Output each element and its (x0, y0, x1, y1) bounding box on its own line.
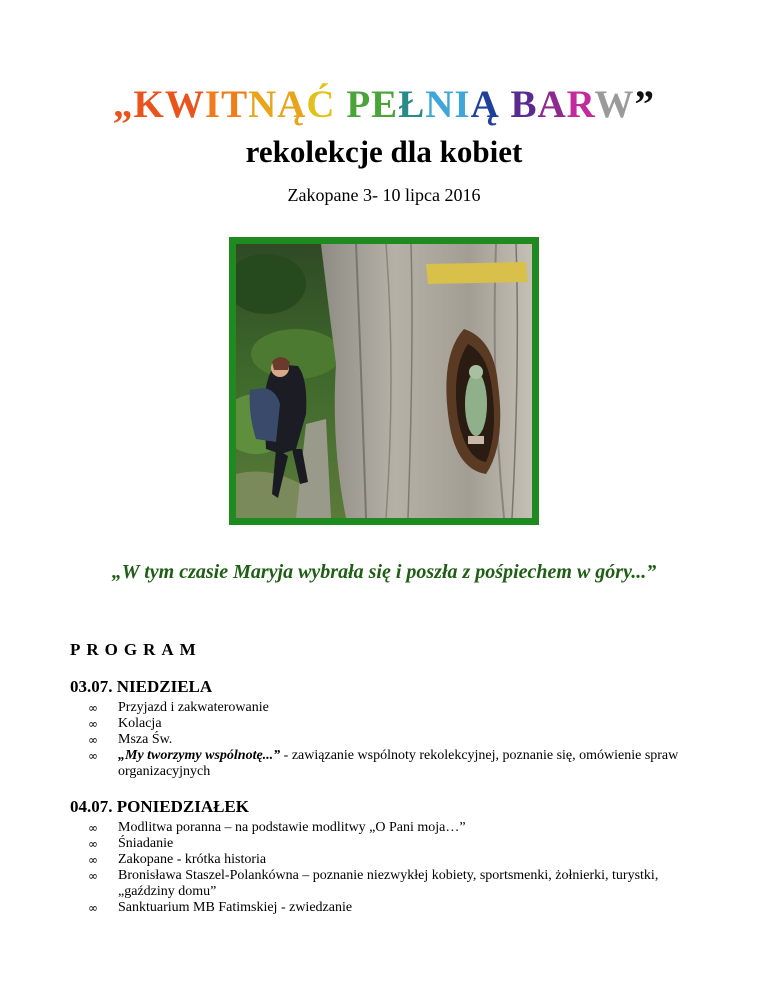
list-item (70, 748, 710, 780)
day-items-list (70, 820, 710, 916)
day-section-monday (70, 797, 710, 916)
item-text: Msza Św. (118, 732, 173, 747)
item-text: Zakopane - krótka historia (118, 852, 267, 867)
title-letter: A (537, 83, 567, 126)
event-title (0, 82, 768, 128)
day-title: 03.07. NIEDZIELA (70, 677, 213, 696)
title-letter: E (371, 83, 399, 126)
title-letter: W (594, 83, 635, 126)
title-letter: T (221, 83, 249, 126)
infinity-bullet-icon: ∞ (88, 853, 98, 867)
item-text: Modlitwa poranna – na podstawie modlitwy „O Pani moja…” (118, 820, 466, 835)
infinity-bullet-icon: ∞ (88, 749, 98, 763)
infinity-bullet-icon: ∞ (88, 901, 98, 915)
item-text: Bronisława Staszel-Polankówna – poznanie niezwykłej kobiety, sportsmenki, żołnierki, turystki, „gaździny domu” (118, 868, 659, 899)
infinity-bullet-icon: ∞ (88, 733, 98, 747)
title-letter: I (204, 83, 222, 126)
list-item (70, 900, 710, 916)
photo-frame (229, 237, 539, 525)
item-text: Sanktuarium MB Fatimskiej - zwiedzanie (118, 900, 353, 915)
title-letter: P (346, 83, 372, 126)
infinity-bullet-icon: ∞ (88, 869, 98, 883)
infinity-bullet-icon: ∞ (88, 837, 98, 851)
title-letter (500, 83, 511, 126)
bible-quote: „W tym czasie Maryja wybrała się i poszła z pośpiechem w góry...” (111, 561, 657, 583)
title-letter: W (164, 83, 205, 126)
day-items-list (70, 700, 710, 780)
title-letter: N (248, 83, 278, 126)
title-letter: Ć (306, 83, 336, 126)
title-letter: K (133, 83, 165, 126)
title-letter: Ą (470, 83, 500, 126)
item-text: Przyjazd i zakwaterowanie (118, 700, 269, 715)
item-text: Śniadanie (118, 836, 174, 851)
item-text: Kolacja (118, 716, 162, 731)
list-item (70, 852, 710, 868)
list-item (70, 700, 710, 716)
title-letter: Ł (398, 83, 426, 126)
title-letter: R (566, 83, 595, 126)
event-date-location: Zakopane 3- 10 lipca 2016 (287, 185, 481, 205)
item-emphasis: „My tworzymy wspólnotę...” (118, 748, 281, 763)
item-text: - zawiązanie wspólnoty rekolekcyjnej, poznanie się, omówienie spraw organizacyjnych (118, 748, 679, 779)
list-item (70, 716, 710, 732)
tree-shrine-photo (236, 244, 532, 518)
list-item (70, 820, 710, 836)
day-section-sunday (70, 677, 710, 780)
title-letter: B (510, 83, 538, 126)
title-letter: ” (634, 83, 655, 126)
title-letter: N (425, 83, 455, 126)
infinity-bullet-icon: ∞ (88, 821, 98, 835)
list-item (70, 836, 710, 852)
list-item (70, 868, 710, 900)
infinity-bullet-icon: ∞ (88, 701, 98, 715)
event-subtitle: rekolekcje dla kobiet (245, 134, 523, 169)
program-heading: PROGRAM (70, 640, 202, 659)
title-letter: I (454, 83, 471, 126)
title-letter: Ą (277, 83, 307, 126)
day-title: 04.07. PONIEDZIAŁEK (70, 797, 249, 816)
title-letter: „ (113, 83, 134, 126)
infinity-bullet-icon: ∞ (88, 717, 98, 731)
list-item (70, 732, 710, 748)
title-letter (336, 83, 347, 126)
